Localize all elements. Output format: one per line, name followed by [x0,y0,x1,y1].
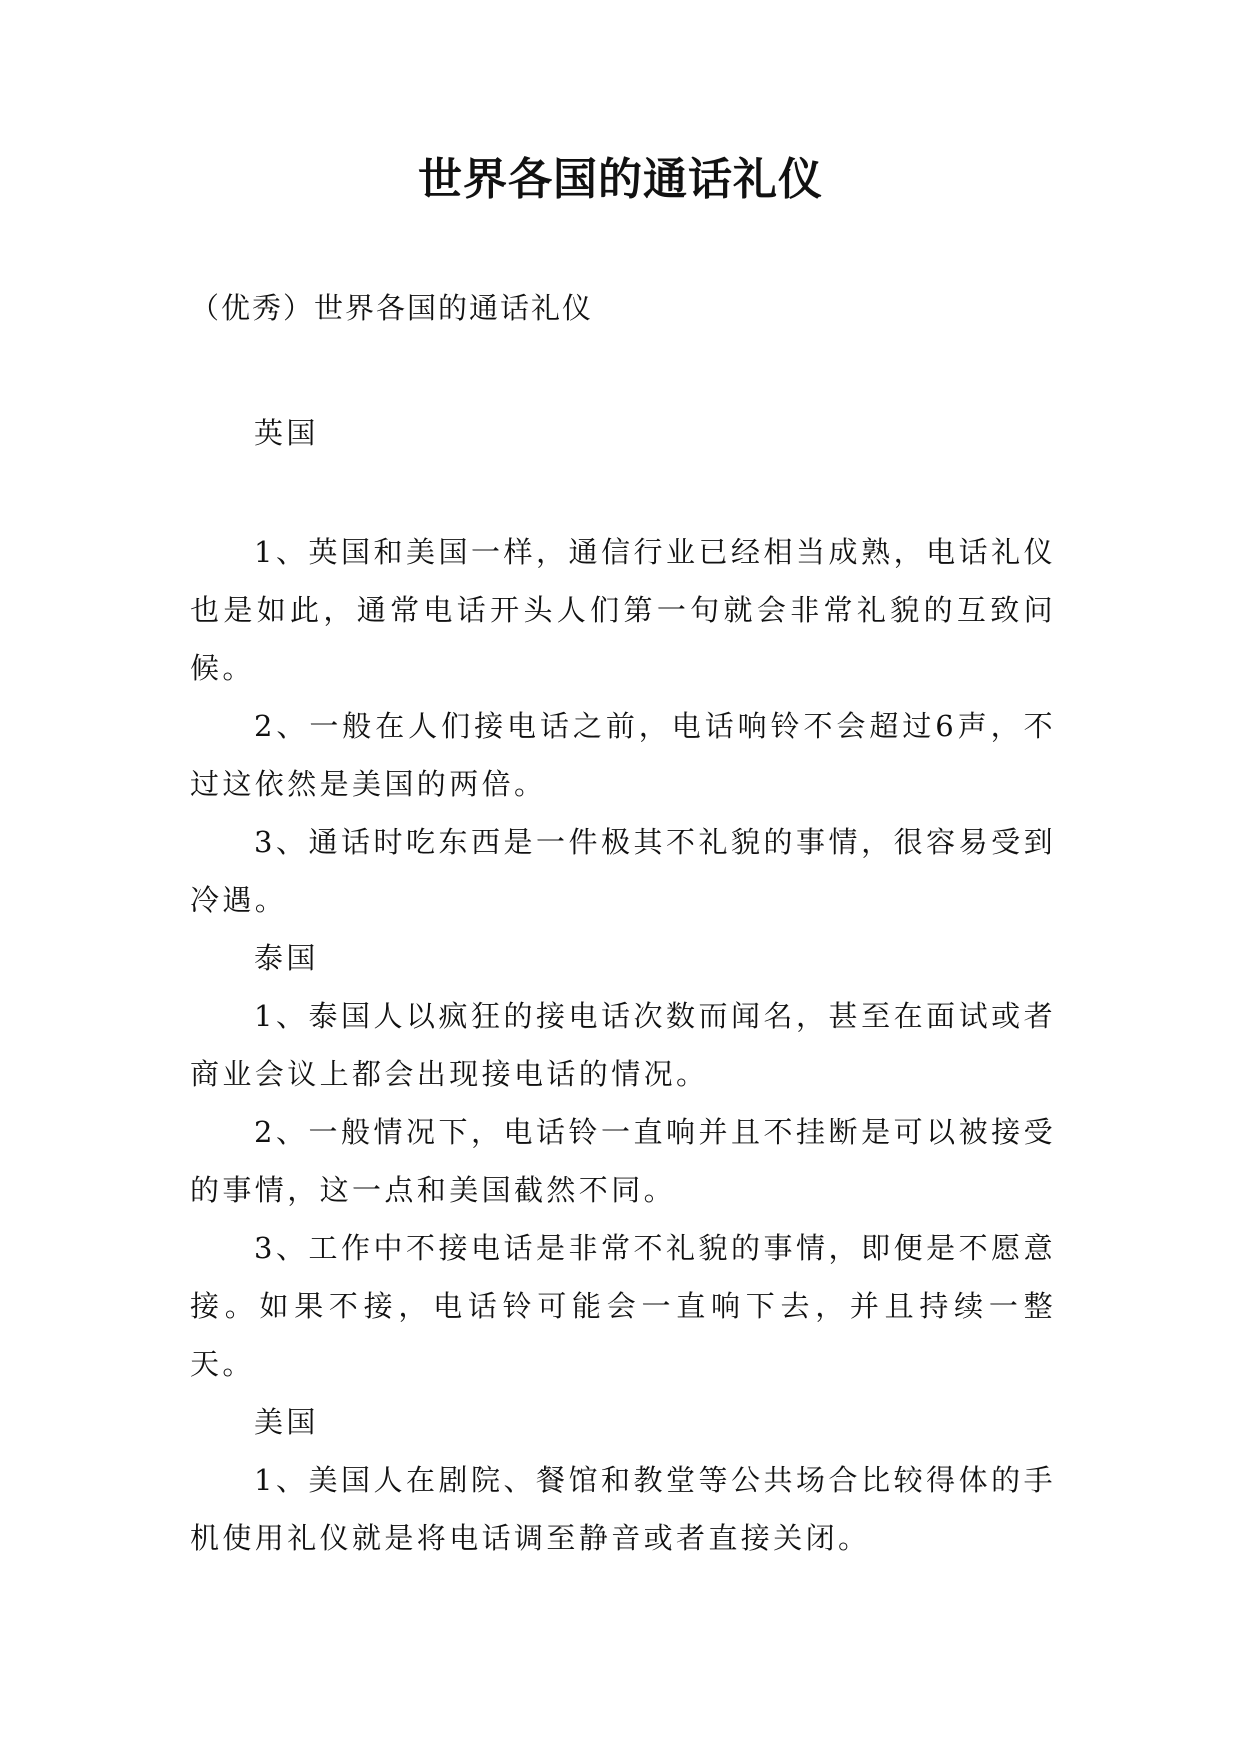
paragraph-uk-3: 3、通话时吃东西是一件极其不礼貌的事情，很容易受到冷遇。 [190,825,1056,917]
paragraph-uk-1: 1、英国和美国一样，通信行业已经相当成熟，电话礼仪也是如此，通常电话开头人们第一句就会非常礼貌的互致问候。 [190,535,1056,685]
paragraph-thailand-2: 2、一般情况下，电话铃一直响并且不挂断是可以被接受的事情，这一点和美国截然不同。 [190,1115,1056,1207]
document-subtitle: （优秀）世界各国的通话礼仪 [190,291,594,325]
document-body [190,523,1056,1567]
document-title: 世界各国的通话礼仪 [418,154,823,205]
section-heading-thailand: 泰国 [254,941,319,975]
paragraph-uk-2: 2、一般在人们接电话之前，电话响铃不会超过6声，不过这依然是美国的两倍。 [190,709,1056,801]
section-heading-usa: 美国 [254,1405,319,1439]
paragraph-thailand-3: 3、工作中不接电话是非常不礼貌的事情，即便是不愿意接。如果不接，电话铃可能会一直响下去，并且持续一整天。 [190,1231,1056,1381]
section-heading-uk: 英国 [254,416,319,450]
paragraph-usa-1: 1、美国人在剧院、餐馆和教堂等公共场合比较得体的手机使用礼仪就是将电话调至静音或者直接关闭。 [190,1463,1056,1555]
paragraph-thailand-1: 1、泰国人以疯狂的接电话次数而闻名，甚至在面试或者商业会议上都会出现接电话的情况。 [190,999,1056,1091]
section-heading-uk-block [190,404,1056,462]
